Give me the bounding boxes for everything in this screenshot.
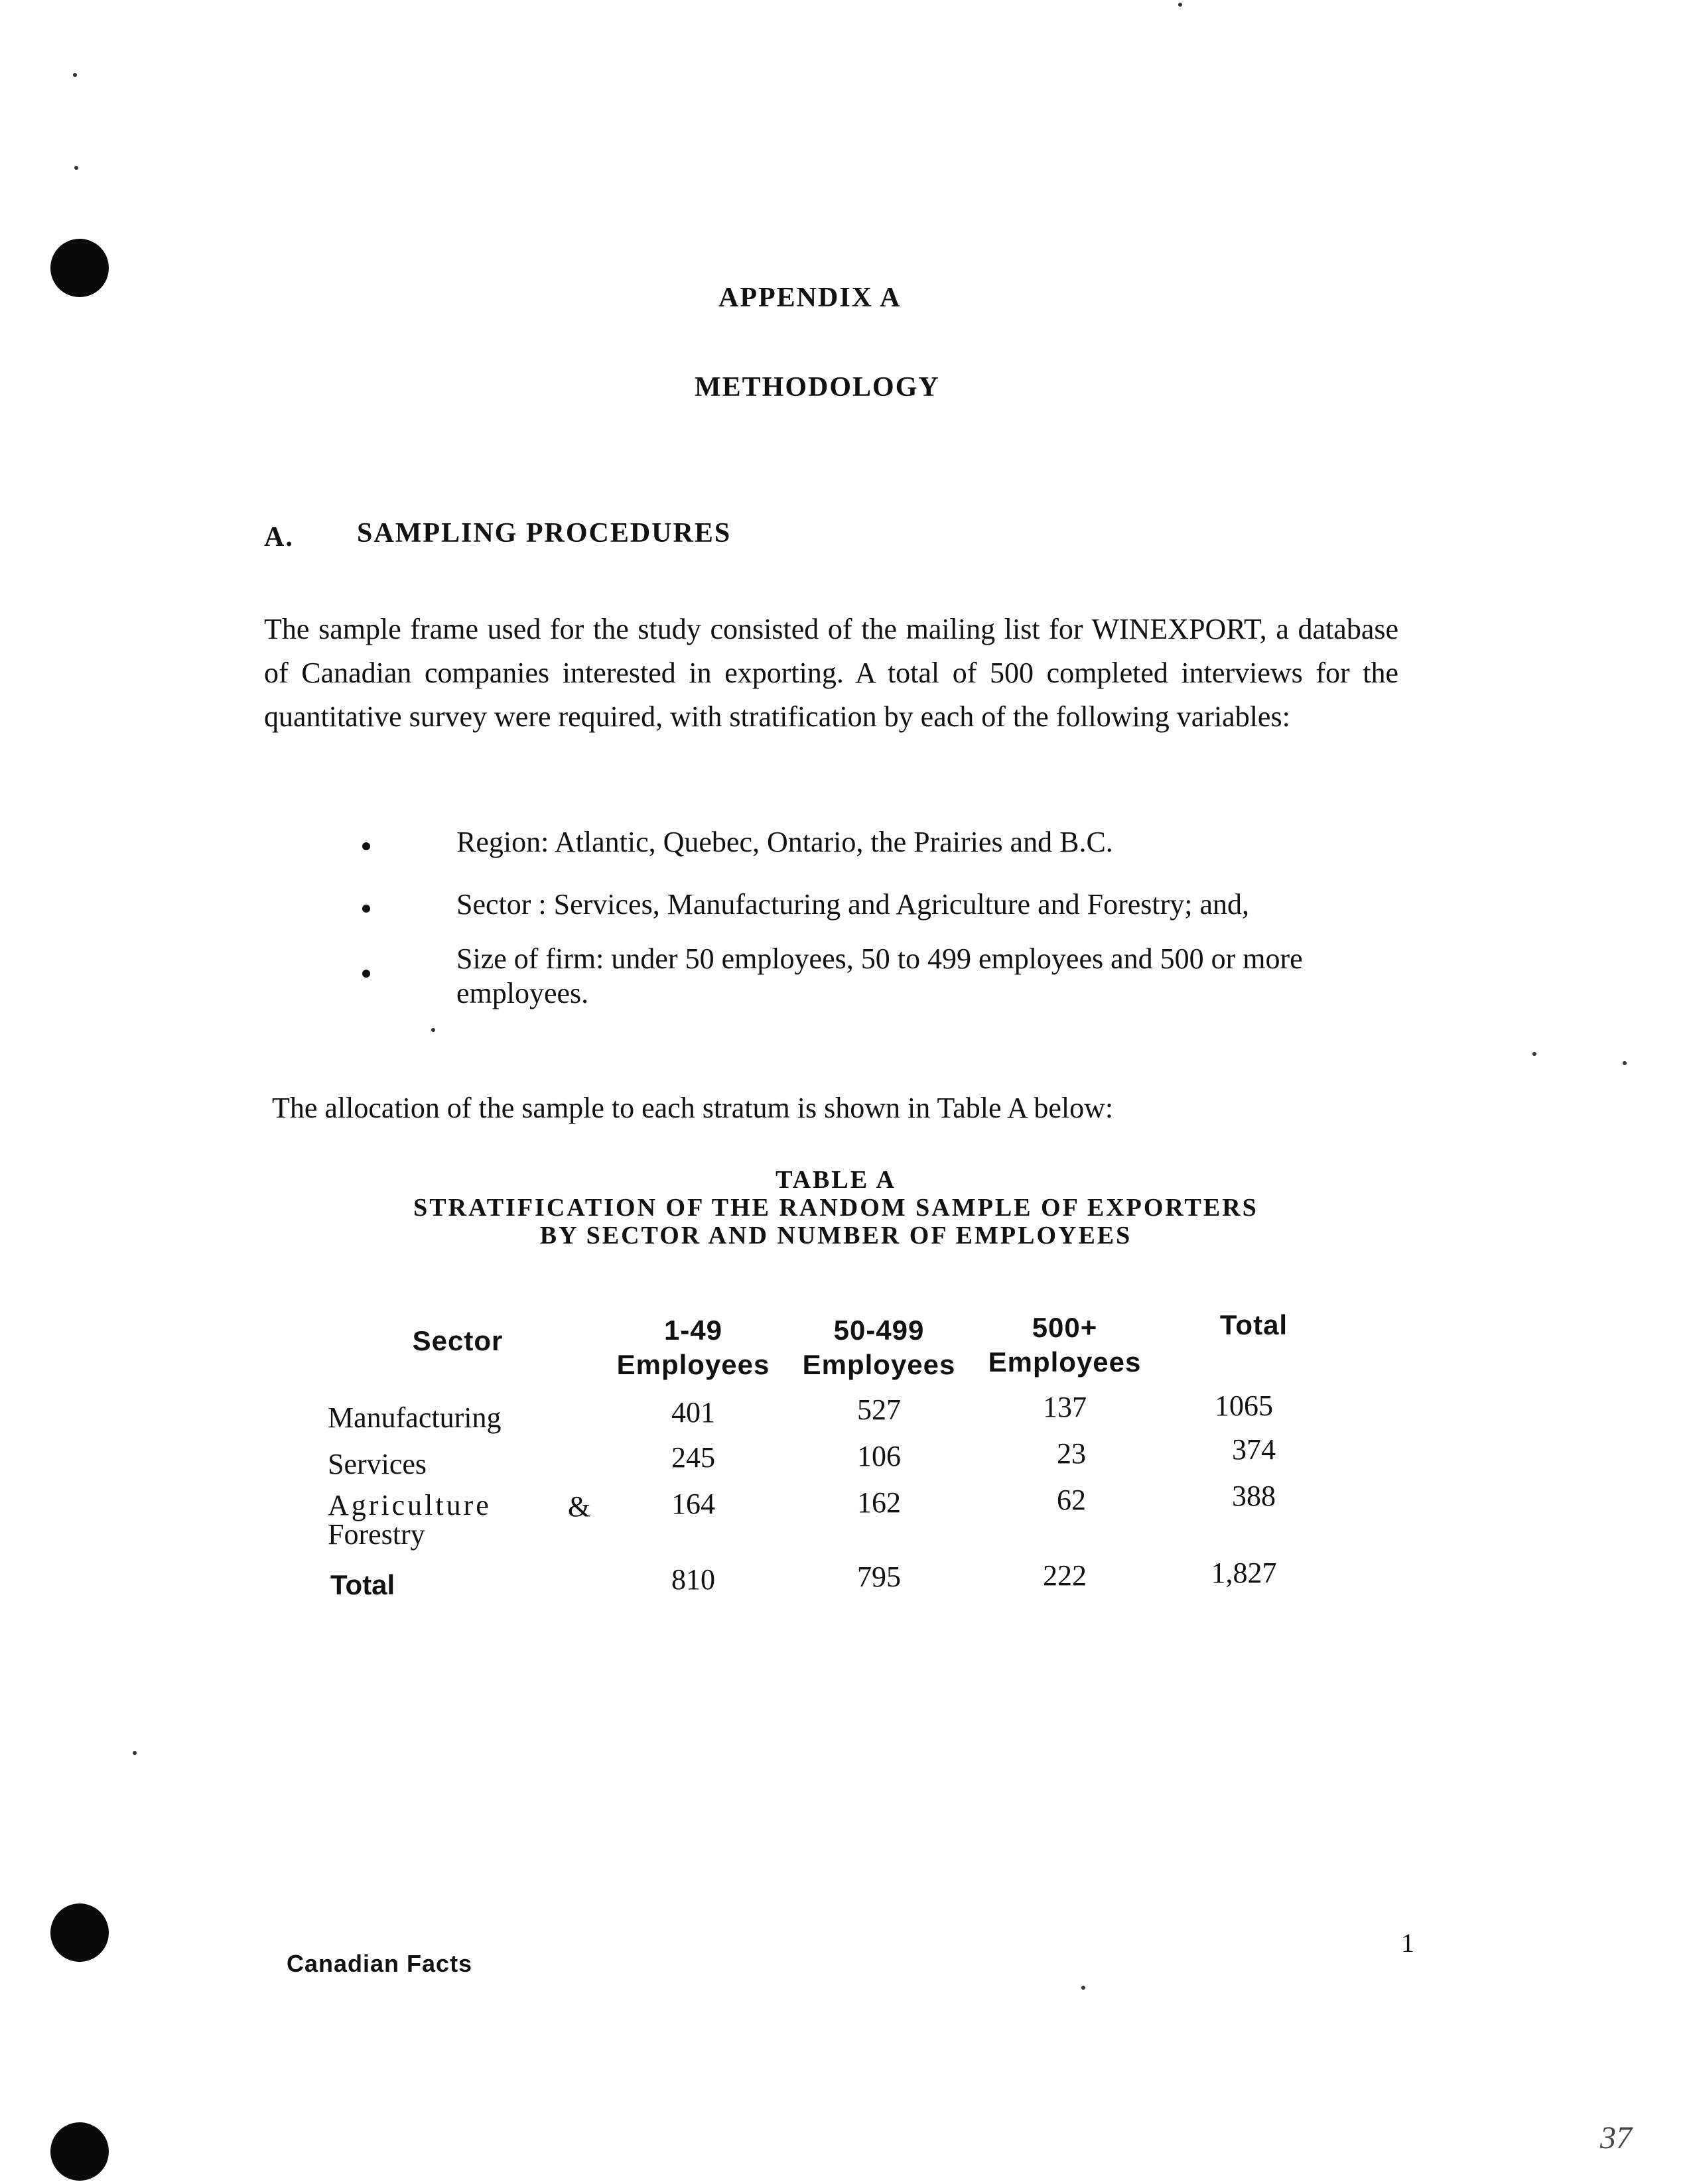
scan-speck [73,73,77,77]
row-label-agriculture-line1: Agriculture [328,1489,492,1521]
table-title-line1: STRATIFICATION OF THE RANDOM SAMPLE OF EXPORTERS [413,1194,1258,1222]
cell-agriculture-total: 388 [1232,1480,1276,1512]
scan-speck [1081,1986,1085,1990]
cell-total-50-499: 795 [857,1561,901,1593]
header-col-50-499 [786,1313,972,1382]
cell-services-1-49: 245 [671,1441,715,1474]
methodology-title: METHODOLOGY [695,372,940,403]
table-title-line2: BY SECTOR AND NUMBER OF EMPLOYEES [539,1222,1132,1250]
cell-total-grand-total: 1,827 [1211,1557,1277,1589]
bullet-region: Region: Atlantic, Quebec, Ontario, the Prairies and B.C. [456,826,1113,858]
cell-total-1-49: 810 [671,1563,715,1596]
section-title: SAMPLING PROCEDURES [357,518,732,548]
cell-services-500-plus: 23 [1057,1437,1086,1470]
allocation-sentence: The allocation of the sample to each stratum is shown in Table A below: [272,1092,1114,1124]
bullet-sector: Sector : Services, Manufacturing and Agriculture and Forestry; and, [456,888,1250,921]
header-col-1-49 [600,1313,786,1382]
page-number: 1 [1401,1928,1414,1958]
row-label-total: Total [330,1569,395,1600]
row-label-agriculture-line2: Forestry [328,1518,425,1551]
scan-speck [133,1751,137,1755]
section-letter: A. [264,522,294,552]
cell-total-500-plus: 222 [1043,1559,1087,1592]
footer-company-name: Canadian Facts [287,1950,473,1977]
cell-agriculture-500-plus: 62 [1057,1484,1086,1516]
header-col-500-plus-line1: 500+ [1032,1312,1098,1343]
bullet-size-of-firm: Size of firm: under 50 employees, 50 to 499 employees and 500 or more employees. [456,942,1303,1009]
corner-handwritten-mark: 37 [1600,2120,1632,2155]
cell-services-total: 374 [1232,1433,1276,1466]
header-col-500-plus [972,1311,1158,1380]
bullet-marker [362,970,370,978]
row-label-agriculture-ampersand: & [568,1490,591,1523]
row-label-manufacturing: Manufacturing [328,1401,502,1434]
cell-services-50-499: 106 [857,1440,901,1472]
binder-hole-middle [50,1903,109,1962]
scan-speck [431,1028,435,1032]
intro-paragraph: The sample frame used for the study consisted of the mailing list for WINEXPORT, a database of Canadian companies interested in exporting. A total of 500 completed interviews for the quantitative survey were required, with stratification by each of the following variables: [264,613,1398,733]
scan-speck [1623,1061,1627,1065]
header-col-50-499-line1: 50-499 [833,1315,925,1346]
row-label-agriculture [328,1491,492,1549]
binder-hole-bottom [50,2122,109,2181]
cell-manufacturing-1-49: 401 [671,1396,715,1429]
header-col-1-49-line1: 1-49 [663,1315,723,1346]
scan-speck [74,166,78,170]
cell-manufacturing-500-plus: 137 [1043,1391,1087,1423]
header-col-50-499-line2: Employees [802,1349,956,1380]
bullet-marker [362,842,370,850]
scan-speck [1532,1052,1536,1056]
header-sector: Sector [412,1325,504,1356]
header-col-500-plus-line2: Employees [988,1346,1142,1378]
binder-hole-top [50,239,109,297]
bullet-marker [362,905,370,913]
appendix-title: APPENDIX A [718,283,902,313]
scan-speck [1178,3,1182,7]
header-total: Total [1219,1309,1288,1340]
table-label: TABLE A [776,1166,896,1194]
cell-manufacturing-total: 1065 [1215,1389,1273,1422]
cell-agriculture-50-499: 162 [857,1486,901,1519]
header-col-1-49-line2: Employees [616,1349,770,1380]
cell-agriculture-1-49: 164 [671,1488,715,1520]
cell-manufacturing-50-499: 527 [857,1393,901,1426]
row-label-services: Services [328,1448,427,1480]
